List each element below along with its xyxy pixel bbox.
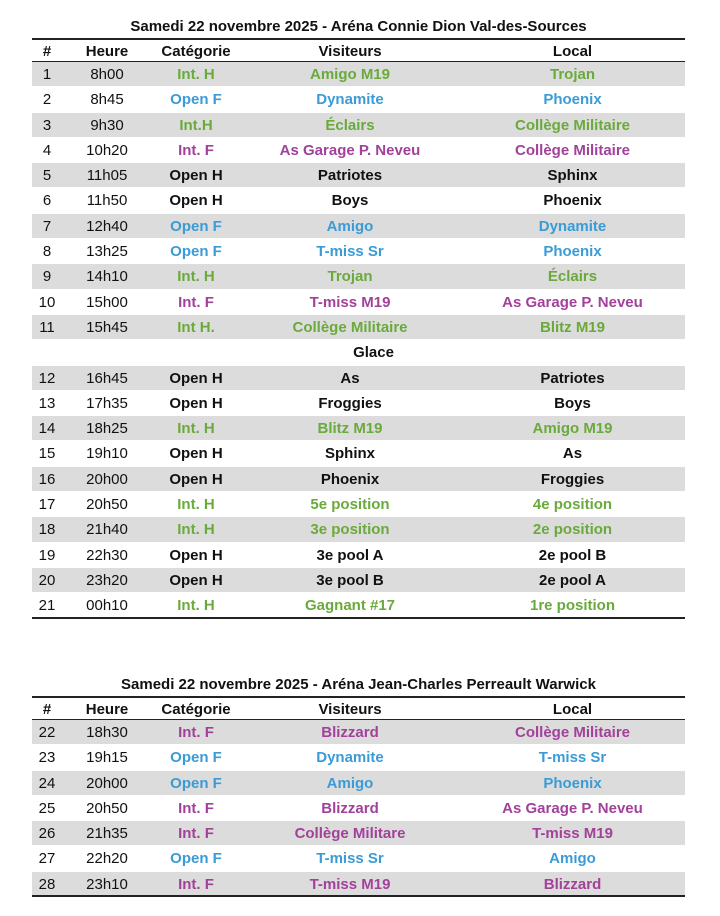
game-category: Int. H	[177, 597, 215, 615]
local-team: 2e position	[532, 521, 613, 539]
game-number: 22	[38, 724, 56, 741]
game-time: 23h10	[86, 875, 128, 893]
game-category: Int. H	[177, 268, 215, 286]
game-time: 15h00	[86, 293, 128, 311]
local-team: Phoenix	[543, 243, 602, 261]
game-number: 25	[38, 799, 56, 817]
game-number: 12	[38, 369, 56, 387]
schedule-title: Samedi 22 novembre 2025 - Aréna Jean-Charles Perreault Warwick	[121, 676, 596, 693]
visitors-team: Blizzard	[321, 799, 379, 817]
game-time: 20h00	[86, 774, 128, 792]
visitors-team: Boys	[331, 192, 369, 210]
game-number: 24	[38, 774, 56, 792]
game-category: Int. F	[178, 141, 214, 159]
header-visitors: Visiteurs	[318, 701, 382, 718]
header-local: Local	[552, 701, 593, 718]
visitors-team: Blizzard	[321, 724, 379, 741]
header-time: Heure	[85, 701, 129, 718]
local-team: Collège Militaire	[514, 141, 631, 159]
game-number: 26	[38, 825, 56, 843]
local-team: 4e position	[532, 496, 613, 514]
table-row	[32, 568, 685, 593]
game-category: Open H	[169, 192, 223, 210]
header-visitors: Visiteurs	[318, 43, 382, 60]
game-time: 00h10	[86, 597, 128, 615]
game-category: Int. H	[177, 66, 215, 83]
game-number: 7	[42, 217, 52, 235]
game-category: Int. H	[177, 496, 215, 514]
game-time: 20h00	[86, 470, 128, 488]
table-row	[32, 846, 685, 871]
visitors-team: T-miss M19	[309, 293, 391, 311]
table-row	[32, 467, 685, 492]
schedule-title: Samedi 22 novembre 2025 - Aréna Connie Dion Val-des-Sources	[130, 18, 587, 35]
local-team: As Garage P. Neveu	[502, 799, 643, 817]
table-row	[32, 239, 685, 264]
game-category: Int. F	[178, 875, 214, 893]
visitors-team: Amigo	[326, 217, 374, 235]
game-category: Open F	[170, 774, 222, 792]
local-team: Boys	[554, 394, 591, 412]
game-time: 10h20	[86, 141, 128, 159]
game-time: 20h50	[86, 799, 128, 817]
table-row	[32, 821, 685, 846]
game-number: 21	[38, 597, 56, 615]
game-category: Int. H	[177, 521, 215, 539]
table-row	[32, 62, 685, 87]
table-row	[32, 391, 685, 416]
game-time: 16h45	[86, 369, 128, 387]
local-team: 2e pool B	[538, 546, 607, 564]
visitors-team: Collège Militaire	[292, 318, 408, 336]
game-time: 17h35	[86, 394, 128, 412]
game-time: 21h40	[86, 521, 128, 539]
local-team: Amigo M19	[532, 420, 613, 438]
game-time: 22h20	[86, 850, 128, 868]
local-team: 1re position	[529, 597, 615, 615]
game-category: Open H	[169, 445, 223, 463]
game-number: 6	[42, 192, 52, 210]
local-team: T-miss Sr	[538, 749, 607, 767]
game-category: Open F	[170, 217, 222, 235]
game-time: 11h50	[86, 192, 128, 210]
game-time: 19h10	[86, 445, 128, 463]
game-time: 21h35	[86, 825, 128, 843]
visitors-team: T-miss M19	[309, 875, 391, 893]
table-row	[32, 138, 685, 163]
table-row	[32, 188, 685, 213]
game-number: 17	[38, 496, 56, 514]
game-time: 23h20	[86, 571, 128, 589]
visitors-team: As	[340, 369, 360, 387]
game-time: 8h00	[90, 66, 124, 83]
visitors-team: Amigo M19	[309, 66, 390, 83]
game-number: 11	[39, 318, 55, 336]
table-row	[32, 315, 685, 340]
game-time: 11h05	[86, 167, 128, 185]
game-number: 3	[42, 116, 52, 134]
table-row	[32, 872, 685, 897]
game-time: 12h40	[86, 217, 128, 235]
local-team: Blizzard	[543, 875, 602, 893]
game-category: Open F	[170, 850, 222, 868]
visitors-team: T-miss Sr	[316, 243, 384, 261]
local-team: Collège Militaire	[514, 116, 631, 134]
visitors-team: T-miss Sr	[316, 850, 384, 868]
ice-resurfacing-row	[32, 340, 685, 365]
local-team: Phoenix	[543, 91, 602, 109]
local-team: Phoenix	[543, 192, 602, 210]
table-row	[32, 593, 685, 618]
game-time: 13h25	[86, 243, 128, 261]
game-number: 13	[38, 394, 56, 412]
header-category: Catégorie	[161, 701, 231, 718]
local-team: Sphinx	[547, 167, 598, 185]
game-number: 2	[42, 91, 52, 109]
table-row	[32, 543, 685, 568]
visitors-team: Blitz M19	[317, 420, 383, 438]
game-number: 8	[42, 243, 52, 261]
visitors-team: Patriotes	[317, 167, 383, 185]
visitors-team: Trojan	[327, 268, 373, 286]
local-team: As Garage P. Neveu	[502, 293, 643, 311]
game-time: 18h30	[86, 724, 128, 741]
header-num: #	[42, 43, 52, 60]
game-number: 4	[42, 141, 52, 159]
ice-resurfacing-label: Glace	[353, 344, 394, 362]
game-time: 20h50	[86, 496, 128, 514]
visitors-team: Phoenix	[320, 470, 380, 488]
local-team: As	[562, 445, 583, 463]
game-category: Int. F	[178, 293, 214, 311]
game-number: 15	[38, 445, 56, 463]
table-row	[32, 492, 685, 517]
table-row	[32, 214, 685, 239]
game-category: Open H	[169, 394, 223, 412]
game-number: 5	[42, 167, 52, 185]
visitors-team: Sphinx	[324, 445, 375, 463]
visitors-team: 3e pool A	[316, 546, 384, 564]
visitors-team: Éclairs	[325, 116, 375, 134]
game-category: Open H	[169, 470, 223, 488]
table-row	[32, 113, 685, 138]
schedule-table-connie-dion	[32, 16, 685, 619]
local-team: Amigo	[549, 850, 596, 868]
visitors-team: Froggies	[318, 394, 382, 412]
visitors-team: 3e pool B	[316, 571, 384, 589]
table-row	[32, 290, 685, 315]
table-row	[32, 87, 685, 112]
table-row	[32, 517, 685, 542]
header-category: Catégorie	[161, 43, 231, 60]
local-team: Blitz M19	[539, 318, 605, 336]
table-row	[32, 720, 685, 745]
game-number: 19	[38, 546, 56, 564]
local-team: Phoenix	[543, 774, 602, 792]
table-row	[32, 163, 685, 188]
game-number: 27	[38, 850, 56, 868]
table-header	[32, 38, 685, 62]
table-row	[32, 264, 685, 289]
game-number: 23	[38, 749, 56, 767]
table-header	[32, 696, 685, 720]
game-category: Int H.	[177, 318, 215, 336]
game-time: 9h30	[90, 116, 124, 134]
visitors-team: As Garage P. Neveu	[279, 141, 421, 159]
game-category: Open F	[170, 749, 222, 767]
game-number: 10	[38, 293, 56, 311]
visitors-team: Dynamite	[316, 749, 384, 767]
table-row	[32, 771, 685, 796]
local-team: Éclairs	[547, 268, 598, 286]
game-number: 14	[38, 420, 56, 438]
visitors-team: Amigo	[326, 774, 374, 792]
game-number: 20	[38, 571, 56, 589]
game-number: 1	[42, 66, 52, 83]
header-num: #	[42, 701, 52, 718]
visitors-team: 3e position	[310, 521, 390, 539]
game-time: 19h15	[86, 749, 128, 767]
visitors-team: Collège Militare	[294, 825, 406, 843]
visitors-team: Dynamite	[316, 91, 384, 109]
local-team: Dynamite	[538, 217, 607, 235]
table-row	[32, 441, 685, 466]
table-row	[32, 745, 685, 770]
table-row	[32, 796, 685, 821]
game-category: Int.H	[179, 116, 213, 134]
local-team: Patriotes	[540, 369, 605, 387]
game-category: Int. F	[178, 724, 214, 741]
game-category: Open H	[169, 167, 223, 185]
schedule-table-jean-charles-perreault	[32, 674, 685, 897]
local-team: 2e pool A	[539, 571, 606, 589]
local-team: Collège Militaire	[514, 724, 631, 741]
game-time: 8h45	[90, 91, 124, 109]
game-time: 22h30	[86, 546, 128, 564]
game-category: Open H	[169, 546, 223, 564]
local-team: T-miss M19	[532, 825, 613, 843]
game-time: 18h25	[86, 420, 128, 438]
game-number: 9	[42, 268, 52, 286]
game-category: Open F	[170, 243, 222, 261]
local-team: Trojan	[549, 66, 595, 83]
game-number: 18	[38, 521, 56, 539]
game-category: Int. F	[178, 825, 214, 843]
table-row	[32, 366, 685, 391]
game-time: 14h10	[86, 268, 128, 286]
game-category: Int. F	[178, 799, 214, 817]
game-number: 16	[38, 470, 56, 488]
game-number: 28	[38, 875, 56, 893]
game-time: 15h45	[86, 318, 128, 336]
game-category: Open H	[169, 369, 223, 387]
header-time: Heure	[85, 43, 129, 60]
game-category: Open F	[170, 91, 222, 109]
schedule-rows	[32, 720, 685, 897]
header-local: Local	[552, 43, 593, 60]
visitors-team: 5e position	[310, 496, 390, 514]
game-category: Int. H	[177, 420, 215, 438]
table-row	[32, 416, 685, 441]
visitors-team: Gagnant #17	[304, 597, 396, 615]
local-team: Froggies	[540, 470, 605, 488]
game-category: Open H	[169, 571, 223, 589]
schedule-rows	[32, 62, 685, 619]
